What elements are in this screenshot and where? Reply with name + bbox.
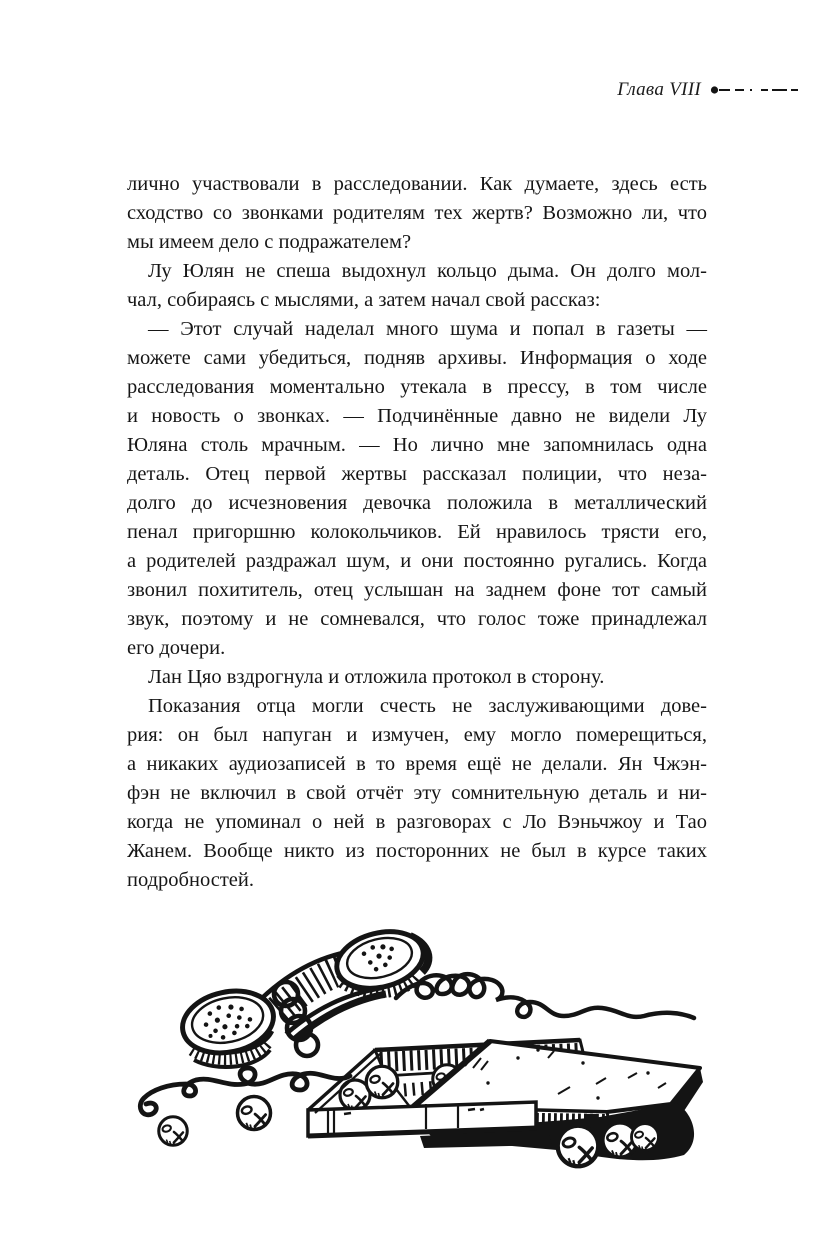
chapter-ornament-icon (710, 84, 798, 96)
text-line: можете сами убедиться, подняв архивы. Информация о ходе (127, 347, 707, 369)
text-line: а родителей раздражал шум, и они постоянно ругались. Когда (127, 550, 707, 572)
telephone-handset-and-pencil-case-with-bells-illustration (128, 898, 703, 1193)
bell-icon (632, 1124, 659, 1151)
text-line: подробностей. (127, 869, 254, 891)
text-line: Показания отца могли счесть не заслуживающими дове- (148, 695, 707, 717)
bell-icon (159, 1117, 188, 1146)
text-line: звук, поэтому и не сомневался, что голос тоже принадлежал (127, 608, 707, 630)
text-line: сходство со звонками родителям тех жертв? Возможно ли, что (127, 202, 707, 224)
running-head (617, 79, 798, 101)
text-line: лично участвовали в расследовании. Как думаете, здесь есть (127, 173, 707, 195)
text-line: а никаких аудиозаписей в то время ещё не делали. Ян Чжэн- (127, 753, 707, 775)
cord-right (396, 974, 694, 1018)
bell-icon (366, 1066, 398, 1098)
text-line: звонил похититель, отец услышан на заднем фоне тот самый (127, 579, 707, 601)
text-line: — Этот случай наделал много шума и попал в газеты — (148, 318, 707, 340)
text-line: рия: он был напуган и измучен, ему могло померещиться, (127, 724, 707, 746)
text-line: мы имеем дело с подражателем? (127, 231, 412, 253)
text-line: Лу Юлян не спеша выдохнул кольцо дыма. Он долго мол- (148, 260, 707, 282)
chapter-label: Глава VIII (617, 79, 701, 100)
text-line: и новость о звонках. — Подчинённые давно не видели Лу (127, 405, 707, 427)
text-line: расследования моментально утекала в прессу, в том числе (127, 376, 707, 398)
bell-icon (238, 1097, 271, 1130)
text-line: чал, собираясь с мыслями, а затем начал свой рассказ: (127, 289, 601, 311)
text-line: его дочери. (127, 637, 226, 659)
bell-icon (558, 1126, 599, 1167)
text-line: пенал пригоршню колокольчиков. Ей нравилось трясти его, (127, 521, 707, 543)
text-line: Жанем. Вообще никто из посторонних не был в курсе таких (127, 840, 707, 862)
text-line: Лан Цяо вздрогнула и отложила протокол в сторону. (148, 666, 605, 688)
coil-icon (274, 982, 318, 1056)
text-line: когда не упоминал о ней в разговорах с Ло Вэньчжоу и Тао (127, 811, 707, 833)
text-line: Юляна столь мрачным. — Но лично мне запомнилась одна (127, 434, 707, 456)
body-text (127, 170, 707, 895)
text-line: фэн не включил в свой отчёт эту сомнительную деталь и ни- (127, 782, 707, 804)
text-line: долго до исчезновения девочка положила в металлический (127, 492, 707, 514)
text-line: деталь. Отец первой жертвы рассказал полиции, что неза- (127, 463, 707, 485)
